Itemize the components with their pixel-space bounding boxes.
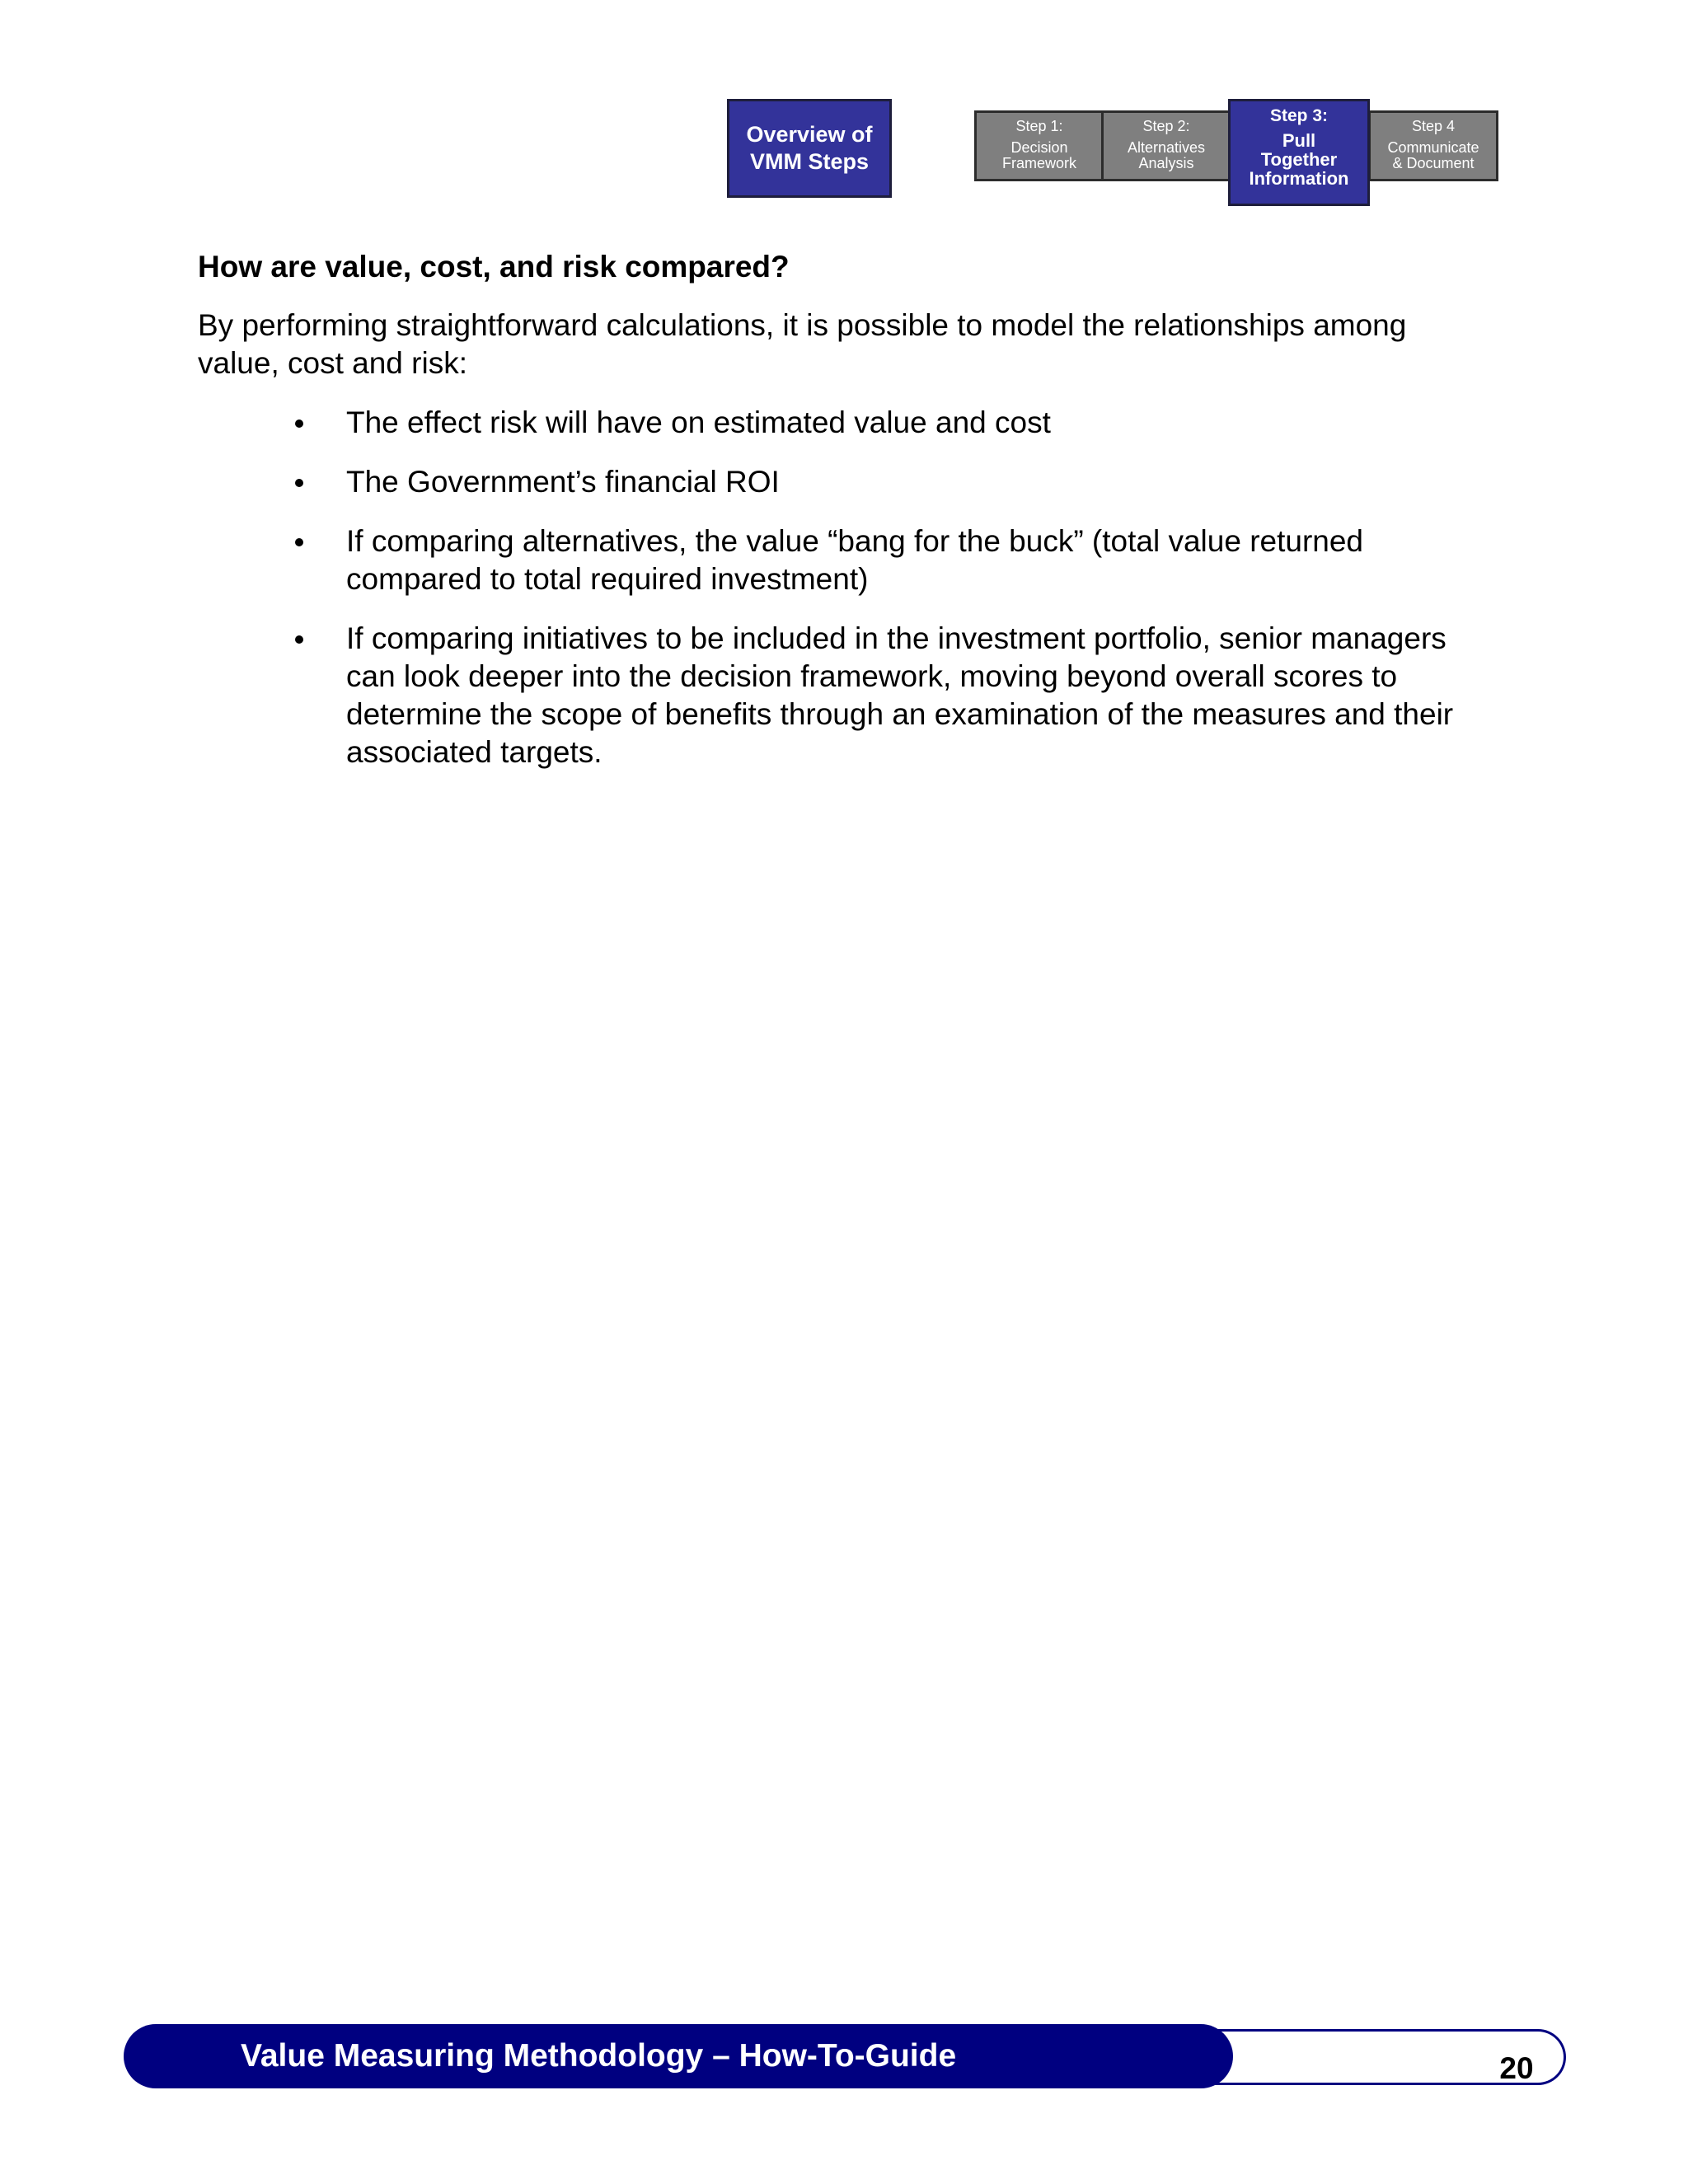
list-item-text: If comparing alternatives, the value “bang for the buck” (total value returned compared to total required investment) (346, 524, 1364, 596)
step-3-title: Step 3: (1269, 106, 1328, 125)
bullet-icon (295, 479, 303, 487)
overview-vmm-steps-button[interactable] (727, 99, 892, 198)
list-item-text: The Government’s financial ROI (346, 465, 780, 499)
footer-title: Value Measuring Methodology – How-To-Guide (241, 2038, 957, 2074)
bullet-icon (295, 538, 303, 546)
page-number: 20 (1499, 2051, 1534, 2085)
step-2-title: Step 2: (1142, 118, 1190, 134)
step-1-description: Decision Framework (1001, 139, 1076, 171)
step-3-pull-together-information-button[interactable] (1228, 99, 1370, 206)
bullet-icon (295, 419, 303, 428)
bullet-icon (295, 635, 303, 644)
step-4-communicate-document-button[interactable] (1368, 110, 1498, 181)
list-item (198, 404, 1500, 442)
footer-bar (124, 2024, 1233, 2088)
step-2-alternatives-analysis-button[interactable] (1101, 110, 1231, 181)
list-item (198, 620, 1500, 771)
intro-paragraph: By performing straightforward calculations, it is possible to model the relationships among value, cost and risk: (198, 308, 1407, 380)
step-2-description: Alternatives Analysis (1127, 139, 1206, 171)
bullet-list (198, 404, 1484, 771)
list-item (198, 463, 1500, 501)
step-4-title: Step 4 (1411, 118, 1456, 134)
step-1-title: Step 1: (1015, 118, 1063, 134)
section-heading: How are value, cost, and risk compared? (198, 250, 790, 284)
list-item-text: If comparing initiatives to be included in the investment portfolio, senior managers can look deeper into the decision framework, moving beyond overall scores to determine the scope of benefits through an examination of the measures and their associated targets. (346, 621, 1454, 769)
main-content (198, 247, 1484, 793)
list-item (198, 523, 1500, 598)
step-4-description: Communicate & Document (1387, 139, 1479, 171)
step-3-description: Pull Together Information (1249, 130, 1349, 189)
step-1-decision-framework-button[interactable] (974, 110, 1104, 181)
overview-vmm-steps-label: Overview of VMM Steps (746, 122, 873, 174)
list-item-text: The effect risk will have on estimated value and cost (346, 405, 1051, 439)
